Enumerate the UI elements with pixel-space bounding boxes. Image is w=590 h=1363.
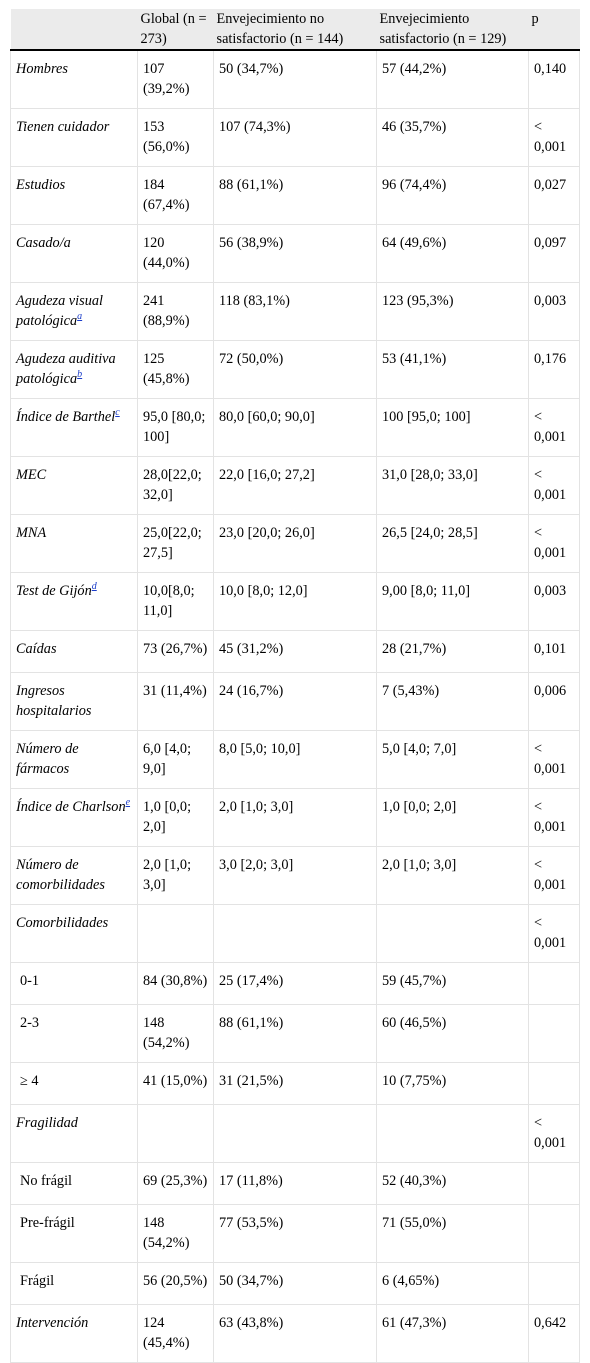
cell-satisfactorio: 10 (7,75%) xyxy=(377,1063,529,1105)
cell-global: 41 (15,0%) xyxy=(138,1063,214,1105)
cell-satisfactorio: 100 [95,0; 100] xyxy=(377,399,529,457)
cell-satisfactorio: 26,5 [24,0; 28,5] xyxy=(377,515,529,573)
cell-p: 0,003 xyxy=(529,573,580,631)
row-label: Agudeza auditiva patológica xyxy=(16,351,116,387)
row-label-cell xyxy=(11,789,138,847)
row-label: Hombres xyxy=(16,61,68,77)
row-label-cell xyxy=(11,631,138,673)
table-row xyxy=(11,1005,580,1063)
row-label: Tienen cuidador xyxy=(16,119,110,135)
cell-no-satisfactorio: 63 (43,8%) xyxy=(214,1305,377,1363)
cell-global: 241 (88,9%) xyxy=(138,283,214,341)
row-label-cell xyxy=(11,963,138,1005)
cell-satisfactorio: 6 (4,65%) xyxy=(377,1263,529,1305)
cell-no-satisfactorio: 56 (38,9%) xyxy=(214,225,377,283)
footnote-marker xyxy=(77,369,82,380)
row-label-cell xyxy=(11,847,138,905)
cell-satisfactorio: 53 (41,1%) xyxy=(377,341,529,399)
row-label: Frágil xyxy=(20,1273,55,1289)
table-row xyxy=(11,341,580,399)
cell-p: 0,140 xyxy=(529,50,580,109)
cell-p xyxy=(529,963,580,1005)
row-label-cell xyxy=(11,109,138,167)
cell-satisfactorio: 123 (95,3%) xyxy=(377,283,529,341)
row-label: Índice de Barthel xyxy=(16,409,116,425)
table-row xyxy=(11,283,580,341)
cell-p xyxy=(529,1005,580,1063)
row-label: Pre-frágil xyxy=(20,1215,75,1231)
table-container xyxy=(10,9,579,1363)
row-label-cell xyxy=(11,731,138,789)
table-row xyxy=(11,1205,580,1263)
cell-satisfactorio: 1,0 [0,0; 2,0] xyxy=(377,789,529,847)
table-row xyxy=(11,50,580,109)
row-label: Número de comorbilidades xyxy=(16,857,105,893)
table-row xyxy=(11,1305,580,1363)
cell-satisfactorio: 46 (35,7%) xyxy=(377,109,529,167)
cell-satisfactorio: 2,0 [1,0; 3,0] xyxy=(377,847,529,905)
cell-satisfactorio: 61 (47,3%) xyxy=(377,1305,529,1363)
cell-satisfactorio xyxy=(377,905,529,963)
cell-global: 69 (25,3%) xyxy=(138,1163,214,1205)
cell-no-satisfactorio: 88 (61,1%) xyxy=(214,167,377,225)
cell-satisfactorio: 57 (44,2%) xyxy=(377,50,529,109)
cell-p: < 0,001 xyxy=(529,789,580,847)
cell-global xyxy=(138,1105,214,1163)
table-row xyxy=(11,905,580,963)
cell-no-satisfactorio: 50 (34,7%) xyxy=(214,1263,377,1305)
cell-satisfactorio: 9,00 [8,0; 11,0] xyxy=(377,573,529,631)
cell-satisfactorio: 59 (45,7%) xyxy=(377,963,529,1005)
cell-satisfactorio: 71 (55,0%) xyxy=(377,1205,529,1263)
cell-p: < 0,001 xyxy=(529,399,580,457)
row-label-cell xyxy=(11,50,138,109)
cell-p: < 0,001 xyxy=(529,109,580,167)
cell-no-satisfactorio: 23,0 [20,0; 26,0] xyxy=(214,515,377,573)
header-row xyxy=(11,9,580,50)
cell-p: 0,006 xyxy=(529,673,580,731)
cell-global: 56 (20,5%) xyxy=(138,1263,214,1305)
column-header-global: Global (n = 273) xyxy=(138,9,214,50)
table-row xyxy=(11,399,580,457)
cell-global: 120 (44,0%) xyxy=(138,225,214,283)
table-row xyxy=(11,1263,580,1305)
cell-no-satisfactorio: 45 (31,2%) xyxy=(214,631,377,673)
row-label-cell xyxy=(11,1263,138,1305)
cell-p: 0,003 xyxy=(529,283,580,341)
table-row xyxy=(11,167,580,225)
cell-no-satisfactorio xyxy=(214,1105,377,1163)
cell-no-satisfactorio: 77 (53,5%) xyxy=(214,1205,377,1263)
row-label: 0-1 xyxy=(20,973,40,989)
row-label: ≥ 4 xyxy=(20,1073,39,1089)
cell-no-satisfactorio: 50 (34,7%) xyxy=(214,50,377,109)
cell-p: < 0,001 xyxy=(529,1105,580,1163)
row-label-cell xyxy=(11,1205,138,1263)
cell-satisfactorio: 28 (21,7%) xyxy=(377,631,529,673)
table-row xyxy=(11,515,580,573)
cell-no-satisfactorio: 72 (50,0%) xyxy=(214,341,377,399)
row-label: MNA xyxy=(16,525,47,541)
cell-global: 10,0[8,0; 11,0] xyxy=(138,573,214,631)
row-label-cell xyxy=(11,673,138,731)
cell-no-satisfactorio: 118 (83,1%) xyxy=(214,283,377,341)
row-label: Comorbilidades xyxy=(16,915,109,931)
cell-no-satisfactorio: 2,0 [1,0; 3,0] xyxy=(214,789,377,847)
row-label: Índice de Charlson xyxy=(16,799,126,815)
footnote-link[interactable]: e xyxy=(125,797,131,809)
cell-global: 125 (45,8%) xyxy=(138,341,214,399)
cell-global: 148 (54,2%) xyxy=(138,1205,214,1263)
row-label-cell xyxy=(11,905,138,963)
footnote-link[interactable]: b xyxy=(77,369,83,381)
data-table xyxy=(10,9,580,1363)
cell-global: 2,0 [1,0; 3,0] xyxy=(138,847,214,905)
cell-p xyxy=(529,1205,580,1263)
cell-no-satisfactorio: 3,0 [2,0; 3,0] xyxy=(214,847,377,905)
row-label: Test de Gijón xyxy=(16,583,92,599)
cell-no-satisfactorio: 17 (11,8%) xyxy=(214,1163,377,1205)
row-label-cell xyxy=(11,1005,138,1063)
cell-global: 31 (11,4%) xyxy=(138,673,214,731)
column-header-variable xyxy=(11,9,138,50)
cell-satisfactorio: 31,0 [28,0; 33,0] xyxy=(377,457,529,515)
row-label-cell xyxy=(11,341,138,399)
row-label-cell xyxy=(11,1063,138,1105)
cell-global: 1,0 [0,0; 2,0] xyxy=(138,789,214,847)
table-row xyxy=(11,847,580,905)
row-label: 2-3 xyxy=(20,1015,40,1031)
table-row xyxy=(11,457,580,515)
column-header-p: p xyxy=(529,9,580,50)
cell-p: < 0,001 xyxy=(529,457,580,515)
cell-p: < 0,001 xyxy=(529,515,580,573)
footnote-link[interactable]: a xyxy=(77,311,83,323)
footnote-marker xyxy=(126,797,130,808)
cell-global: 84 (30,8%) xyxy=(138,963,214,1005)
table-header xyxy=(11,9,580,50)
row-label: Fragilidad xyxy=(16,1115,78,1131)
footnote-link[interactable]: c xyxy=(115,407,120,419)
footnote-marker xyxy=(77,311,82,322)
row-label-cell xyxy=(11,1305,138,1363)
cell-no-satisfactorio: 8,0 [5,0; 10,0] xyxy=(214,731,377,789)
row-label-cell xyxy=(11,1163,138,1205)
row-label: Intervención xyxy=(16,1315,89,1331)
cell-no-satisfactorio: 80,0 [60,0; 90,0] xyxy=(214,399,377,457)
cell-global: 6,0 [4,0; 9,0] xyxy=(138,731,214,789)
row-label-cell xyxy=(11,573,138,631)
table-row xyxy=(11,225,580,283)
row-label: No frágil xyxy=(20,1173,73,1189)
cell-global: 107 (39,2%) xyxy=(138,50,214,109)
cell-global: 184 (67,4%) xyxy=(138,167,214,225)
row-label-cell xyxy=(11,1105,138,1163)
table-row xyxy=(11,1063,580,1105)
table-row xyxy=(11,731,580,789)
column-header-satisfactorio: Envejecimiento satisfactorio (n = 129) xyxy=(377,9,529,50)
row-label-cell xyxy=(11,225,138,283)
row-label-cell xyxy=(11,283,138,341)
cell-satisfactorio: 64 (49,6%) xyxy=(377,225,529,283)
table-row xyxy=(11,1163,580,1205)
cell-satisfactorio: 52 (40,3%) xyxy=(377,1163,529,1205)
row-label-cell xyxy=(11,457,138,515)
cell-p: 0,097 xyxy=(529,225,580,283)
row-label: Ingresos hospitalarios xyxy=(16,683,92,719)
cell-satisfactorio: 7 (5,43%) xyxy=(377,673,529,731)
cell-p: < 0,001 xyxy=(529,731,580,789)
cell-p: 0,642 xyxy=(529,1305,580,1363)
table-body xyxy=(11,50,580,1363)
cell-p xyxy=(529,1063,580,1105)
table-row xyxy=(11,631,580,673)
cell-global: 28,0[22,0; 32,0] xyxy=(138,457,214,515)
row-label-cell xyxy=(11,167,138,225)
row-label: Estudios xyxy=(16,177,66,193)
cell-p xyxy=(529,1163,580,1205)
cell-no-satisfactorio: 24 (16,7%) xyxy=(214,673,377,731)
cell-global: 73 (26,7%) xyxy=(138,631,214,673)
table-row xyxy=(11,963,580,1005)
column-header-no-satisfactorio: Envejecimiento no satisfactorio (n = 144) xyxy=(214,9,377,50)
cell-no-satisfactorio: 31 (21,5%) xyxy=(214,1063,377,1105)
cell-global: 25,0[22,0; 27,5] xyxy=(138,515,214,573)
cell-no-satisfactorio: 88 (61,1%) xyxy=(214,1005,377,1063)
cell-no-satisfactorio: 10,0 [8,0; 12,0] xyxy=(214,573,377,631)
footnote-marker xyxy=(115,407,119,418)
cell-global: 124 (45,4%) xyxy=(138,1305,214,1363)
row-label: MEC xyxy=(16,467,47,483)
cell-p: 0,101 xyxy=(529,631,580,673)
cell-global: 95,0 [80,0; 100] xyxy=(138,399,214,457)
cell-p: < 0,001 xyxy=(529,847,580,905)
row-label: Agudeza visual patológica xyxy=(16,293,103,329)
cell-satisfactorio: 60 (46,5%) xyxy=(377,1005,529,1063)
cell-satisfactorio: 5,0 [4,0; 7,0] xyxy=(377,731,529,789)
table-row xyxy=(11,673,580,731)
cell-no-satisfactorio xyxy=(214,905,377,963)
cell-satisfactorio: 96 (74,4%) xyxy=(377,167,529,225)
cell-no-satisfactorio: 107 (74,3%) xyxy=(214,109,377,167)
table-row xyxy=(11,109,580,167)
footnote-marker xyxy=(92,581,97,592)
cell-global: 148 (54,2%) xyxy=(138,1005,214,1063)
row-label: Casado/a xyxy=(16,235,71,251)
row-label: Caídas xyxy=(16,641,57,657)
cell-no-satisfactorio: 22,0 [16,0; 27,2] xyxy=(214,457,377,515)
cell-p: 0,027 xyxy=(529,167,580,225)
cell-global xyxy=(138,905,214,963)
cell-p xyxy=(529,1263,580,1305)
table-row xyxy=(11,1105,580,1163)
row-label-cell xyxy=(11,399,138,457)
table-row xyxy=(11,573,580,631)
cell-global: 153 (56,0%) xyxy=(138,109,214,167)
cell-p: 0,176 xyxy=(529,341,580,399)
cell-p: < 0,001 xyxy=(529,905,580,963)
footnote-link[interactable]: d xyxy=(91,581,97,593)
cell-satisfactorio xyxy=(377,1105,529,1163)
cell-no-satisfactorio: 25 (17,4%) xyxy=(214,963,377,1005)
row-label-cell xyxy=(11,515,138,573)
table-row xyxy=(11,789,580,847)
row-label: Número de fármacos xyxy=(16,741,79,777)
